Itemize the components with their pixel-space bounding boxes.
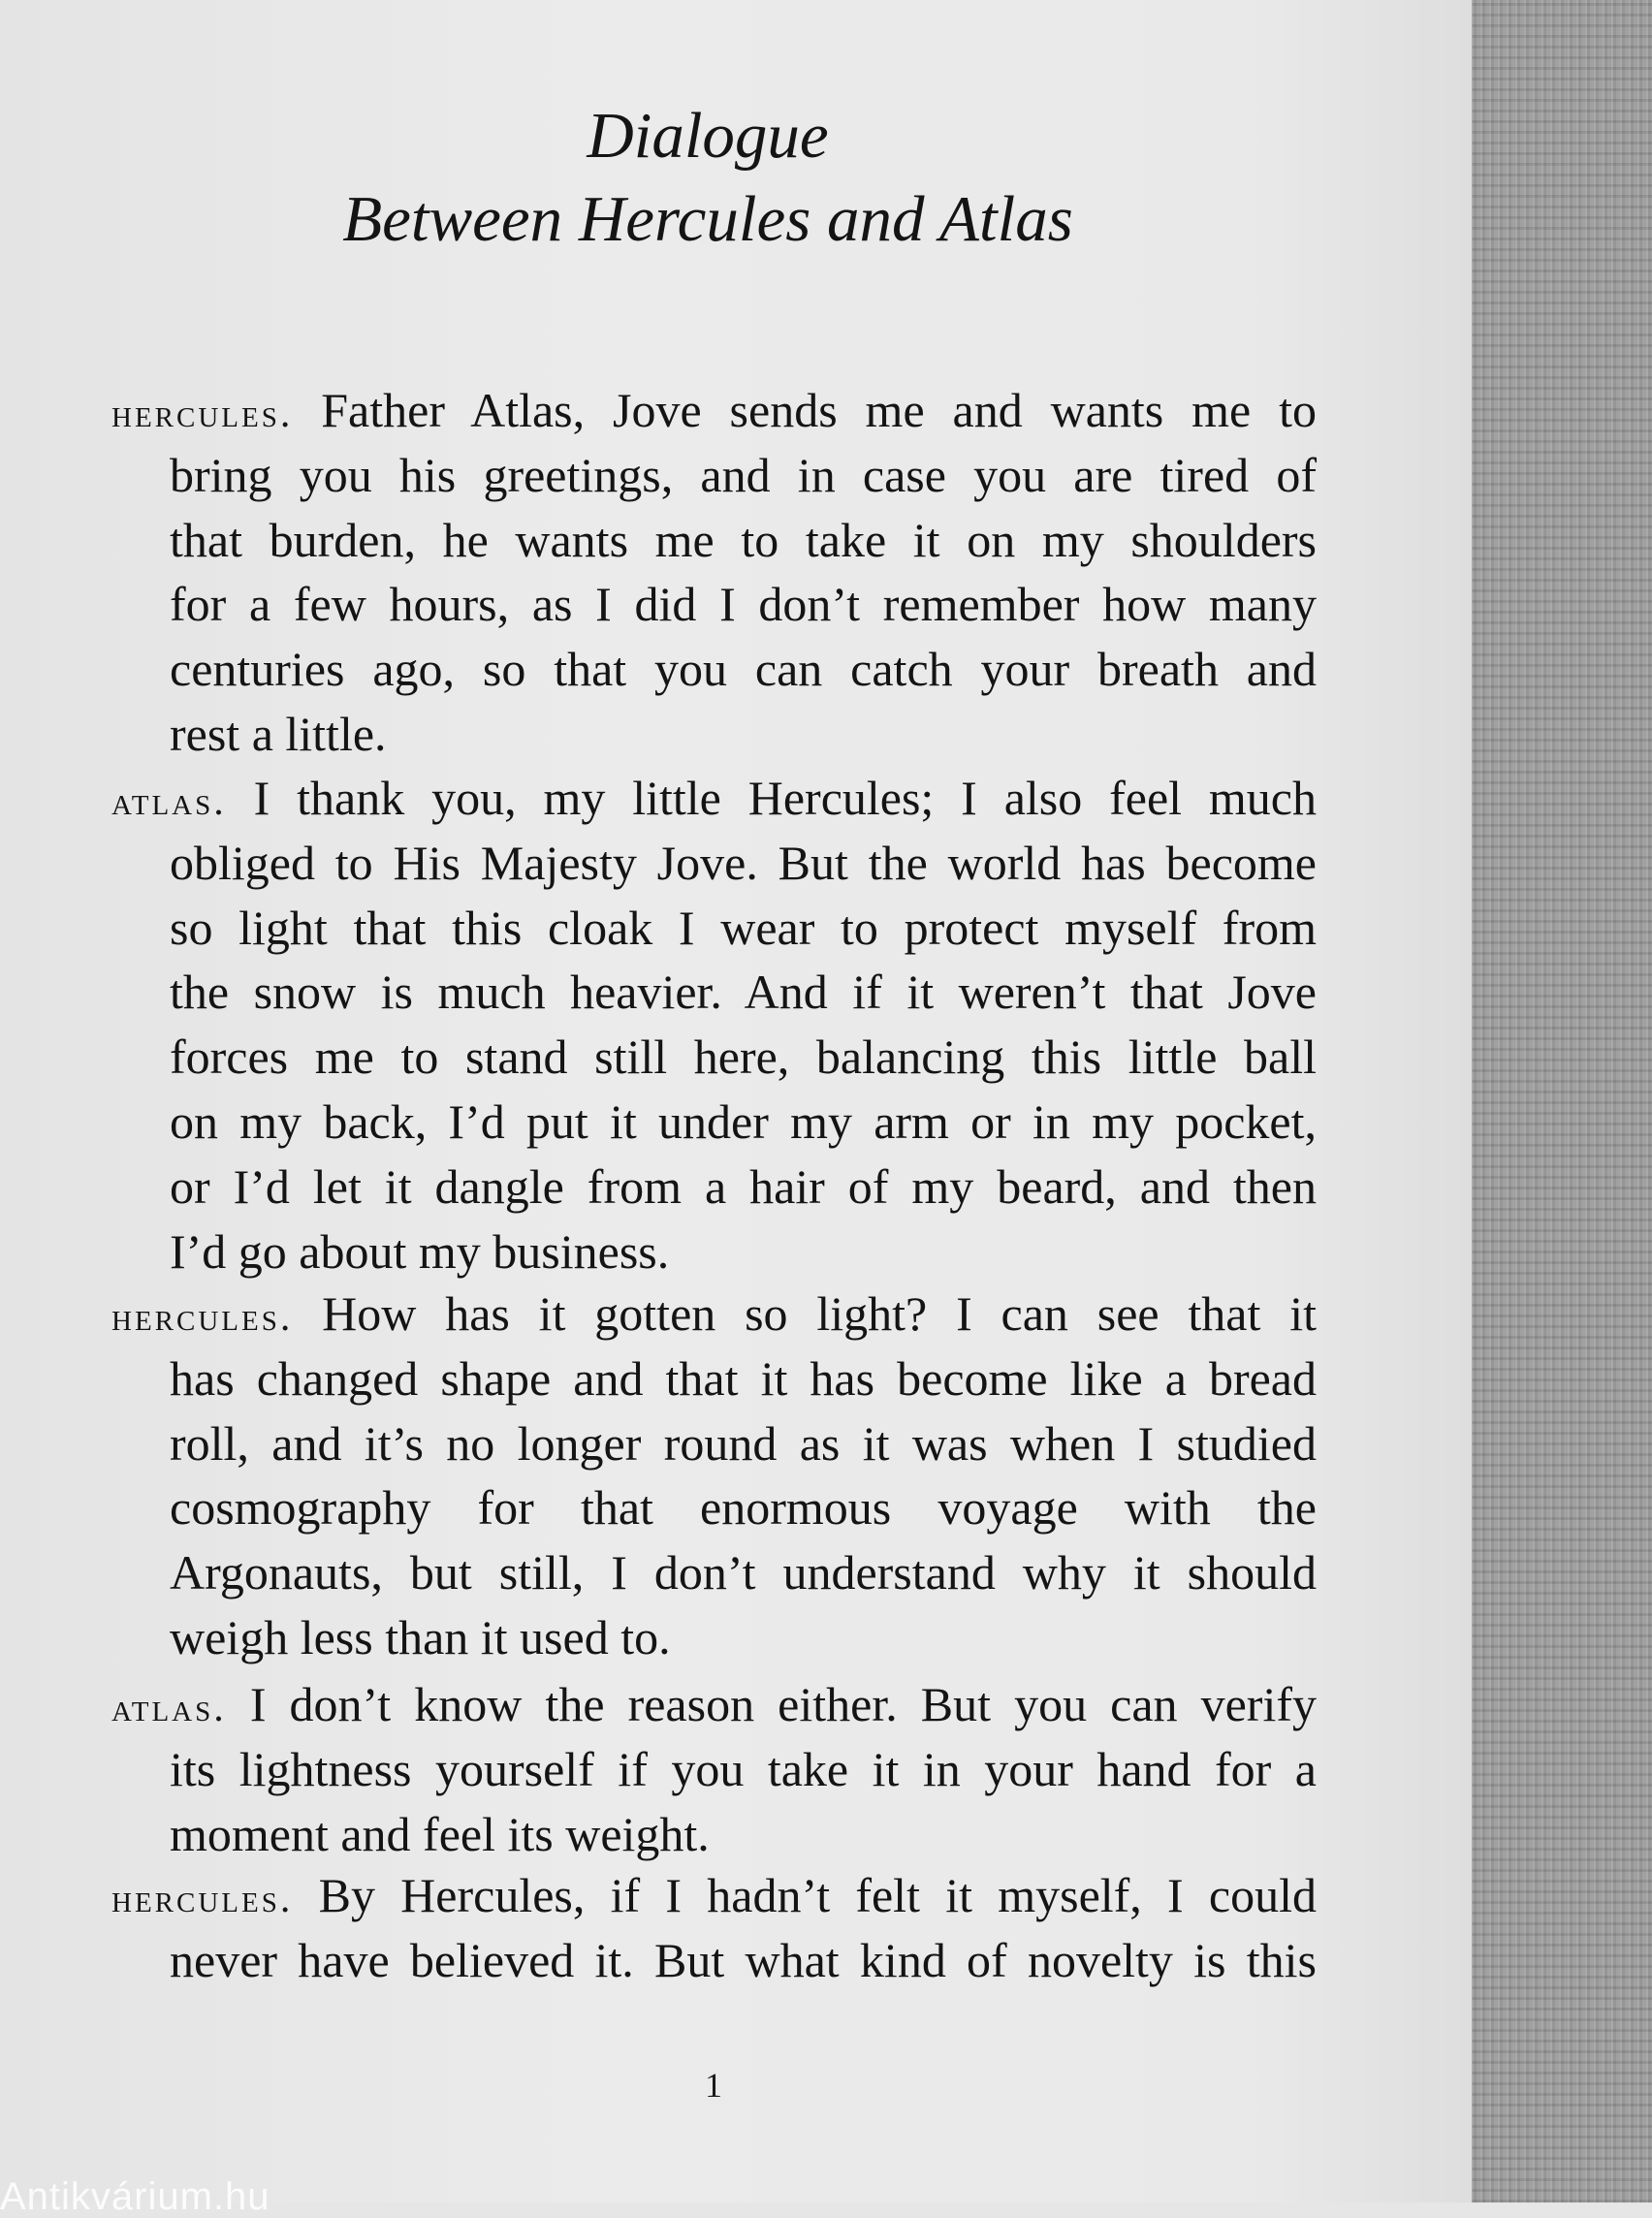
speech-text: cosmography for that enormous voyage with the	[170, 1480, 1317, 1536]
speech-text: for a few hours, as I did I don’t remember how many	[170, 577, 1317, 632]
speech-block	[111, 1282, 1317, 1670]
speech-text: bring you his greetings, and in case you are tired of	[170, 447, 1317, 502]
speech-text: its lightness yourself if you take it in your hand for a	[170, 1741, 1317, 1796]
speaker-name: hercules.	[111, 1295, 294, 1340]
speech-line	[111, 443, 1317, 508]
speech-text: roll, and it’s no longer round as it was when I studied	[170, 1415, 1317, 1471]
speech-line	[111, 1475, 1317, 1540]
speech-line	[111, 1090, 1317, 1155]
speaker-name: hercules.	[111, 392, 294, 436]
speech-text: or I’d let it dangle from a hair of my beard, and then	[170, 1158, 1317, 1214]
speech-text: the snow is much heavier. And if it weren’t that Jove	[170, 965, 1317, 1020]
speaker-name: atlas.	[111, 779, 227, 824]
speech-text: centuries ago, so that you can catch your breath and	[170, 642, 1317, 697]
speech-line	[111, 766, 1317, 831]
speech-block	[111, 1672, 1317, 1866]
speech-text: on my back, I’d put it under my arm or in my pocket,	[170, 1093, 1317, 1149]
speech-line	[111, 1540, 1317, 1605]
speech-line	[111, 960, 1317, 1025]
speech-line	[111, 1155, 1317, 1220]
page-number	[0, 2065, 1427, 2106]
speech-line	[111, 702, 1317, 767]
speech-text: By Hercules, if I hadn’t felt it myself, I could	[318, 1868, 1318, 1922]
speech-text: moment and feel its weight.	[170, 1806, 710, 1861]
speech-text: weigh less than it used to.	[170, 1609, 671, 1664]
speech-line	[111, 637, 1317, 702]
speech-line	[111, 508, 1317, 573]
speech-text: so light that this cloak I wear to protect myself from	[170, 900, 1317, 955]
watermark: Antikvárium.hu	[0, 2175, 270, 2218]
speech-text: has changed shape and that it has become like a bread	[170, 1350, 1317, 1406]
speech-line	[111, 1672, 1317, 1737]
speech-line	[111, 1802, 1317, 1867]
speech-text: forces me to stand still here, balancing this little ball	[170, 1030, 1317, 1085]
speech-text: I’d go about my business.	[170, 1223, 670, 1279]
speech-block	[111, 766, 1317, 1283]
speech-line	[111, 1737, 1317, 1802]
speech-line	[111, 572, 1317, 637]
speech-line	[111, 1863, 1317, 1928]
speech-text: I don’t know the reason either. But you can verify	[249, 1677, 1318, 1731]
speech-line	[111, 1220, 1317, 1284]
page-number-text: 1	[705, 2066, 722, 2105]
speech-line	[111, 1928, 1317, 1993]
speech-line	[111, 1025, 1317, 1090]
dialogue-title-line-1: Dialogue	[587, 100, 829, 172]
speech-line	[111, 1282, 1317, 1347]
speaker-name: hercules.	[111, 1877, 294, 1921]
speech-text: rest a little.	[170, 706, 387, 761]
speech-block	[111, 378, 1317, 767]
speech-text: How has it gotten so light? I can see that it	[322, 1286, 1317, 1341]
speech-text: never have believed it. But what kind of novelty is this	[170, 1932, 1317, 1987]
speech-line	[111, 831, 1317, 896]
dialogue-title-line-2: Between Hercules and Atlas	[342, 183, 1073, 255]
speech-line	[111, 896, 1317, 961]
speech-text: Father Atlas, Jove sends me and wants me to	[321, 383, 1317, 437]
speaker-name: atlas.	[111, 1686, 227, 1730]
speech-line	[111, 1411, 1317, 1476]
speech-text: Argonauts, but still, I don’t understand why it should	[170, 1545, 1317, 1600]
speech-text: obliged to His Majesty Jove. But the world has become	[170, 835, 1317, 890]
speech-line	[111, 378, 1317, 443]
speech-line	[111, 1605, 1317, 1670]
speech-line	[111, 1347, 1317, 1411]
speech-block	[111, 1863, 1317, 1993]
page-edge-background	[1472, 0, 1652, 2202]
speech-text: that burden, he wants me to take it on my shoulders	[170, 512, 1317, 567]
speech-text: I thank you, my little Hercules; I also feel much	[253, 771, 1317, 825]
